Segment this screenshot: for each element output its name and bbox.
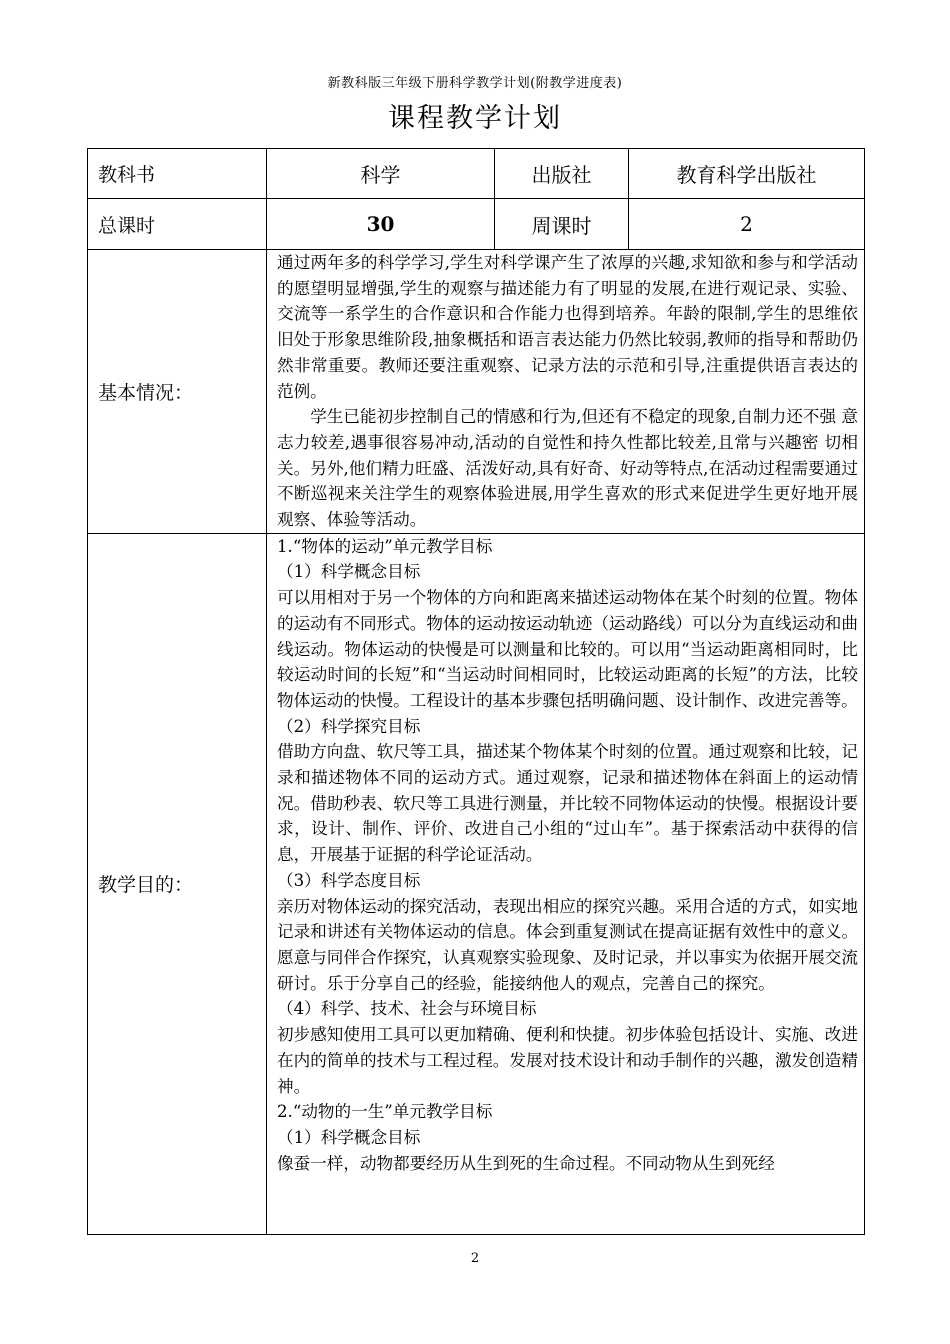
goal-line: 可以用相对于另一个物体的方向和距离来描述运动物体在某个时刻的位置。物体的运动有不同形式。物体的运动按运动轨迹（运动路线）可以分为直线运动和曲线运动。物体运动的快慢是可以测量和比较的。可以用“当运动距离相同时，比较运动时间的长短”和“当运动时间相同时，比较运动距离的长短”的方法，比较物体运动的快慢。工程设计的基本步骤包括明确问题、设计制作、改进完善等。 bbox=[277, 588, 858, 710]
textbook-label: 教科书 bbox=[88, 149, 267, 199]
goal-line: 1.“物体的运动”单元教学目标 bbox=[277, 536, 493, 556]
basic-paragraph-1: 通过两年多的科学学习,学生对科学课产生了浓厚的兴趣,求知欲和参与和学活动的愿望明显增强,学生的观察与描述能力有了明显的发展,在进行观记录、实验、交流等一系学生的合作意识和合作能力也得到培养。年龄的限制,学生的思维依旧处于形象思维阶段,抽象概括和语言表达能力仍然比较弱,教师的指导和帮助仍然非常重要。教师还要注重观察、记录方法的示范和引导,注重提供语言表达的范例。 bbox=[277, 253, 858, 401]
table-row-hours bbox=[88, 199, 865, 250]
basic-situation-content bbox=[267, 250, 865, 534]
weekly-hours-label: 周课时 bbox=[495, 199, 629, 250]
course-plan-table bbox=[87, 148, 865, 1235]
subject-value: 科学 bbox=[267, 149, 495, 199]
goal-line: 像蚕一样，动物都要经历从生到死的生命过程。不同动物从生到死经 bbox=[277, 1153, 775, 1173]
basic-paragraph-2: 学生已能初步控制自己的情感和行为,但还有不稳定的现象,自制力还不强 意志力较差,遇事很容易冲动,活动的自觉性和持久性都比较差,且常与兴趣密 切相关。另外,他们精力旺盛、活泼好动,具有好奇、好动等特点,在活动过程需要通过不断巡视来关注学生的观察体验进展,用学生喜欢的形式来促进学生更好地开展观察、体验等活动。 bbox=[277, 407, 858, 530]
page-number: 2 bbox=[470, 1251, 480, 1266]
goal-line: （1）科学概念目标 bbox=[277, 1127, 421, 1147]
teaching-goals-content bbox=[267, 533, 865, 1234]
table-row-textbook bbox=[88, 149, 865, 199]
total-hours-label: 总课时 bbox=[88, 199, 267, 250]
table-row-basic-situation bbox=[88, 250, 865, 534]
goal-line: 初步感知使用工具可以更加精确、便利和快捷。初步体验包括设计、实施、改进在内的简单的技术与工程过程。发展对技术设计和动手制作的兴趣，激发创造精神。 bbox=[277, 1025, 858, 1096]
document-header: 新教科版三年级下册科学教学计划(附教学进度表) bbox=[327, 76, 623, 91]
page-title: 课程教学计划 bbox=[388, 103, 562, 134]
publisher-label: 出版社 bbox=[495, 149, 629, 199]
goal-line: （2）科学探究目标 bbox=[277, 716, 421, 736]
goal-line: （1）科学概念目标 bbox=[277, 562, 421, 582]
table-row-teaching-goals bbox=[88, 533, 865, 1234]
goal-line: 亲历对物体运动的探究活动，表现出相应的探究兴趣。采用合适的方式，如实地记录和讲述有关物体运动的信息。体会到重复测试在提高证据有效性中的意义。愿意与同伴合作探究，认真观察实验现象、及时记录，并以事实为依据开展交流研讨。乐于分享自己的经验，能接纳他人的观点，完善自己的探究。 bbox=[277, 896, 858, 993]
goal-line: （3）科学态度目标 bbox=[277, 870, 421, 890]
goal-line: 借助方向盘、软尺等工具，描述某个物体某个时刻的位置。通过观察和比较，记录和描述物体不同的运动方式。通过观察，记录和描述物体在斜面上的运动情况。借助秒表、软尺等工具进行测量，并比较不同物体运动的快慢。根据设计要求，设计、制作、评价、改进自己小组的“过山车”。基于探索活动中获得的信息，开展基于证据的科学论证活动。 bbox=[277, 742, 858, 865]
weekly-hours-value: 2 bbox=[629, 199, 865, 250]
teaching-goals-label: 教学目的： bbox=[88, 533, 267, 1234]
total-hours-value: 30 bbox=[267, 199, 495, 250]
goal-line: 2.“动物的一生”单元教学目标 bbox=[277, 1102, 493, 1122]
publisher-value: 教育科学出版社 bbox=[629, 149, 865, 199]
basic-situation-label: 基本情况： bbox=[88, 250, 267, 534]
goal-line: （4）科学、技术、社会与环境目标 bbox=[277, 999, 537, 1019]
